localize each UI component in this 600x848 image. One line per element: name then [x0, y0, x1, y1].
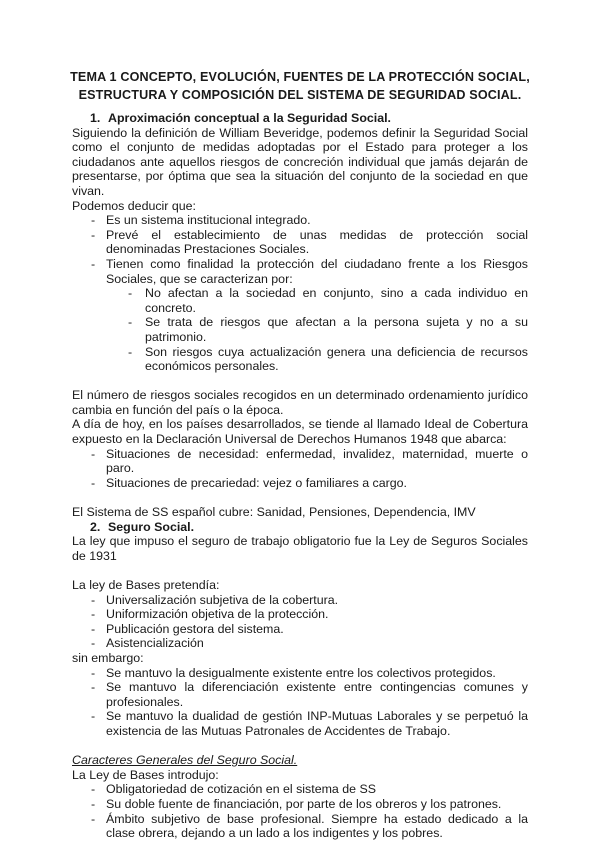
introduced-label: La Ley de Bases introdujo: [72, 767, 219, 782]
list-item: - Se mantuvo la desigualmente existente entre los colectivos protegidos. [91, 665, 496, 680]
ideal-coverage-paragraph: A día de hoy, en los países desarrollados, se tiende al llamado Ideal de Cobertura expuesto en la Declaración Universal de Derechos Humanos 1948 que abarca: [72, 417, 528, 447]
list-item: - Tienen como finalidad la protección del ciudadano frente a los Riesgos Sociales, que se caracterizan por: - No afectan a la sociedad en conjunto, sino a cada individuo en concreto. - Se trata de riesgos que afectan a la persona sujeta y no a su patrimonio. - Son riesgos cuya actualización genera una deficiencia de recursos económicos personales. [72, 257, 528, 374]
list-item: - Es un sistema institucional integrado. [91, 213, 311, 228]
coverage-line: El Sistema de SS español cubre: Sanidad, Pensiones, Dependencia, IMV [72, 505, 476, 520]
dash-bullet-icon: - [91, 592, 96, 607]
dash-bullet-icon: - [91, 665, 96, 680]
list-item: - Uniformización objetiva de la protección. [91, 607, 329, 622]
dash-bullet-icon: - [128, 315, 133, 330]
list-item: - Asistencialización [91, 636, 204, 651]
dash-bullet-icon: - [91, 475, 96, 490]
title-line-1: TEMA 1 CONCEPTO, EVOLUCIÓN, FUENTES DE LA PROTECCIÓN SOCIAL, [70, 70, 530, 84]
beveridge-definition: Siguiendo la definición de William Beveridge, podemos definir la Seguridad Social como el conjunto de medidas adoptadas por el Estado para proteger a los ciudadanos ante aquellos riesgos de concreción individual que jamás dejarán de presentarse, por óptima que sea la situación del conjunto de la sociedad en que vivan. [72, 125, 528, 198]
list-item: - Prevé el establecimiento de unas medidas de protección social denominadas Prestaciones Sociales. [91, 227, 528, 257]
list-item: - Son riesgos cuya actualización genera una deficiencia de recursos económicos personales. [128, 344, 528, 374]
list-item: - Situaciones de necesidad: enfermedad, invalidez, maternidad, muerte o paro. [91, 446, 528, 476]
list-item: - No afectan a la sociedad en conjunto, sino a cada individuo en concreto. [128, 286, 528, 315]
section-2-heading [72, 520, 528, 535]
list-item: - Se mantuvo la diferenciación existente entre contingencias comunes y profesionales. [91, 680, 528, 709]
dash-bullet-icon: - [91, 709, 96, 724]
list-item: - Se trata de riesgos que afectan a la persona sujeta y no a su patrimonio. [128, 315, 528, 344]
section-1-heading [72, 111, 528, 126]
list-item: - Se mantuvo la dualidad de gestión INP-Mutuas Laborales y se perpetuó la existencia de las Mutuas Patronales de Accidentes de Trabajo. [91, 709, 528, 738]
section-title: Aproximación conceptual a la Seguridad Social. [108, 111, 391, 125]
dash-bullet-icon: - [91, 446, 96, 461]
dash-bullet-icon: - [91, 680, 96, 695]
title-line-2: ESTRUCTURA Y COMPOSICIÓN DEL SISTEMA DE SEGURIDAD SOCIAL. [78, 88, 522, 102]
dash-bullet-icon: - [91, 796, 96, 811]
dash-bullet-icon: - [91, 782, 96, 797]
caracteres-subheading: Caracteres Generales del Seguro Social. [72, 753, 298, 768]
dash-bullet-icon: - [91, 213, 96, 228]
dash-bullet-icon: - [91, 607, 96, 622]
document-title [62, 68, 538, 104]
list-item: - Publicación gestora del sistema. [91, 621, 284, 636]
bases-label: La ley de Bases pretendía: [72, 578, 220, 592]
introduced-list [72, 782, 528, 840]
law-1931-line: La ley que impuso el seguro de trabajo obligatorio fue la Ley de Seguros Sociales de 1931 [72, 534, 528, 563]
however-label: sin embargo: [72, 650, 144, 665]
however-list [72, 666, 528, 739]
dash-bullet-icon: - [128, 286, 133, 301]
list-item: - Universalización subjetiva de la cobertura. [91, 592, 339, 607]
bases-list [72, 593, 528, 651]
dash-bullet-icon: - [91, 227, 96, 242]
section-number: 2. [90, 519, 101, 534]
document-page [72, 68, 528, 841]
list-item: - Su doble fuente de financiación, por parte de los obreros y los patrones. [91, 796, 502, 811]
risks-sublist [72, 286, 528, 374]
deduce-list [72, 213, 528, 374]
dash-bullet-icon: - [91, 256, 96, 271]
dash-bullet-icon: - [128, 344, 133, 359]
list-item: - Obligatoriedad de cotización en el sistema de SS [91, 782, 376, 797]
risks-paragraph: El número de riesgos sociales recogidos en un determinado ordenamiento jurídico cambia en función del país o la época. [72, 388, 528, 417]
dash-bullet-icon: - [91, 636, 96, 651]
list-item: - Ámbito subjetivo de base profesional. Siempre ha estado dedicado a la clase obrera, dejando a un lado a los indigentes y los pobres. [91, 811, 528, 841]
list-item: - Situaciones de precariedad: vejez o familiares a cargo. [91, 475, 407, 490]
section-number: 1. [90, 111, 101, 125]
deduce-label: Podemos deducir que: [72, 198, 196, 213]
section-title: Seguro Social. [108, 519, 195, 534]
ideal-coverage-list [72, 447, 528, 491]
dash-bullet-icon: - [91, 811, 96, 826]
dash-bullet-icon: - [91, 621, 96, 636]
